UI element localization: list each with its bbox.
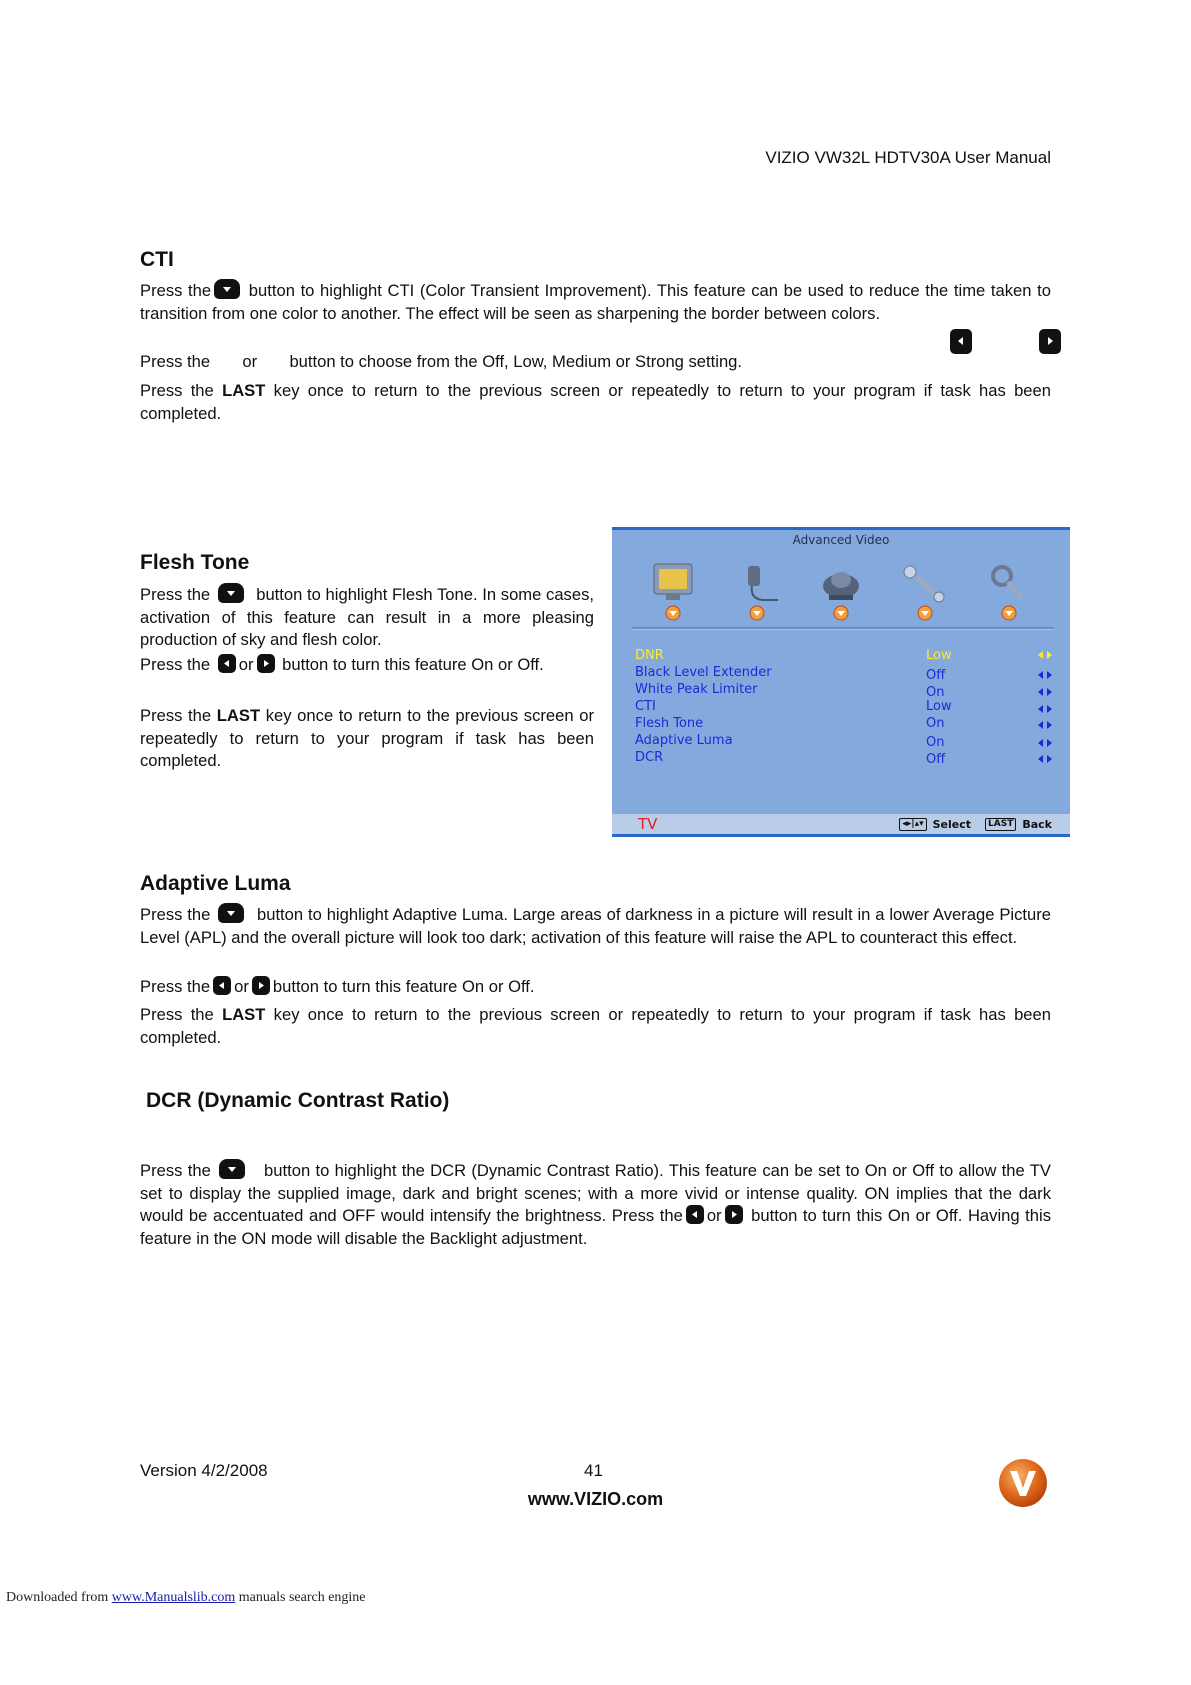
left-right-arrows-icon [1038,687,1052,697]
osd-key-hints [899,818,1052,831]
flesh-tone-paragraph-2: Press the or button to turn this feature On or Off. [140,655,544,674]
osd-back-label: Back [1022,818,1052,831]
vizio-logo-icon [998,1458,1048,1508]
adaptive-luma-heading: Adaptive Luma [140,872,291,895]
cti-heading: CTI [140,248,174,271]
arrow-keys-icon: ◂▸|▴▾ [899,818,926,831]
audio-menu-icon [730,560,786,630]
dcr-paragraph-1: Press the button to highlight the DCR (Dynamic Contrast Ratio). This feature can be set to On or Off to allow the TV set to display the supplied image, dark and bright scenes; with a more vivid or intense quality. ON implies that the dark would be accentuated and OFF would intensify the brightness. Press the or button to turn this On or Off. Having this feature in the ON mode will disable the Backlight adjustment. [140,1161,1051,1248]
down-arrow-key-icon [214,279,240,299]
down-arrow-key-icon [218,583,244,603]
osd-row-adaptive-luma[interactable]: Adaptive Luma On [635,733,1054,749]
left-right-arrows-icon [1038,704,1052,714]
osd-status-bar [612,814,1070,834]
dcr-heading: DCR (Dynamic Contrast Ratio) [146,1089,450,1112]
osd-row-dnr[interactable]: DNR Low [635,648,1054,664]
down-arrow-key-icon [219,1159,245,1179]
cti-paragraph-3: Press the LAST key once to return to the previous screen or repeatedly to return to your program if task has been completed. [140,381,1051,423]
manualslib-link[interactable]: www.Manualslib.com [111,1590,236,1605]
down-arrow-key-icon [218,903,244,923]
downloaded-from-notice: Downloaded from www.Manualslib.com manuals search engine [6,1590,366,1605]
left-right-arrows-icon [1038,720,1052,730]
page-number: 41 [584,1461,603,1480]
osd-title: Advanced Video [792,533,890,547]
right-arrow-key-icon [1039,329,1061,354]
adaptive-luma-paragraph-1: Press the button to highlight Adaptive Luma. Large areas of darkness in a picture will result in a lower Average Picture Level (APL) and the overall picture will look too dark; activation of this feature will raise the APL to counteract this effect. [140,905,1051,947]
left-arrow-key-icon [686,1205,704,1224]
right-arrow-key-icon [257,654,275,673]
advanced-video-menu-screenshot [612,527,1070,837]
right-arrow-key-icon [725,1205,743,1224]
left-arrow-key-icon [213,976,231,995]
cti-paragraph-2: Press the or button to choose from the Off, Low, Medium or Strong setting. [140,352,743,371]
left-right-arrows-icon [1038,670,1052,680]
last-key-icon: LAST [985,818,1016,831]
osd-row-cti[interactable]: CTI Low [635,699,1054,715]
tv-menu-icon [814,560,870,630]
osd-divider [632,627,1054,630]
left-right-arrows-icon [1038,650,1052,660]
flesh-tone-paragraph-1: Press the button to highlight Flesh Tone. In some cases, activation of this feature can result in a more pleasing production of sky and flesh color. [140,585,594,649]
cti-paragraph-1: Press the button to highlight CTI (Color Transient Improvement). This feature can be used to reduce the time taken to transition from one color to another. The effect will be seen as sharpening the border between colors. [140,281,1051,323]
header-title: VIZIO VW32L HDTV30A User Manual [765,148,1051,167]
osd-select-label: Select [932,818,972,831]
footer-website-url: www.VIZIO.com [527,1489,664,1509]
left-arrow-key-icon [218,654,236,673]
lock-menu-icon [982,560,1038,630]
flesh-tone-paragraph-3: Press the LAST key once to return to the previous screen or repeatedly to return to your program if task has been completed. [140,706,594,770]
setup-menu-icon [898,560,954,630]
left-right-arrows-icon [1038,754,1052,764]
footer-version: Version 4/2/2008 [140,1461,268,1480]
osd-row-dcr[interactable]: DCR Off [635,750,1054,766]
osd-source-label: TV [638,815,658,833]
left-right-arrows-icon [1038,738,1052,748]
osd-row-white-peak-limiter[interactable]: White Peak Limiter On [635,682,1054,698]
flesh-tone-heading: Flesh Tone [140,551,250,574]
adaptive-luma-paragraph-3: Press the LAST key once to return to the previous screen or repeatedly to return to your program if task has been completed. [140,1005,1051,1047]
osd-row-black-level-extender[interactable]: Black Level Extender Off [635,665,1054,681]
left-arrow-key-icon [950,329,972,354]
picture-menu-icon [646,560,702,630]
adaptive-luma-paragraph-2: Press the or button to turn this feature On or Off. [140,977,535,996]
osd-row-flesh-tone[interactable]: Flesh Tone On [635,716,1054,732]
right-arrow-key-icon [252,976,270,995]
